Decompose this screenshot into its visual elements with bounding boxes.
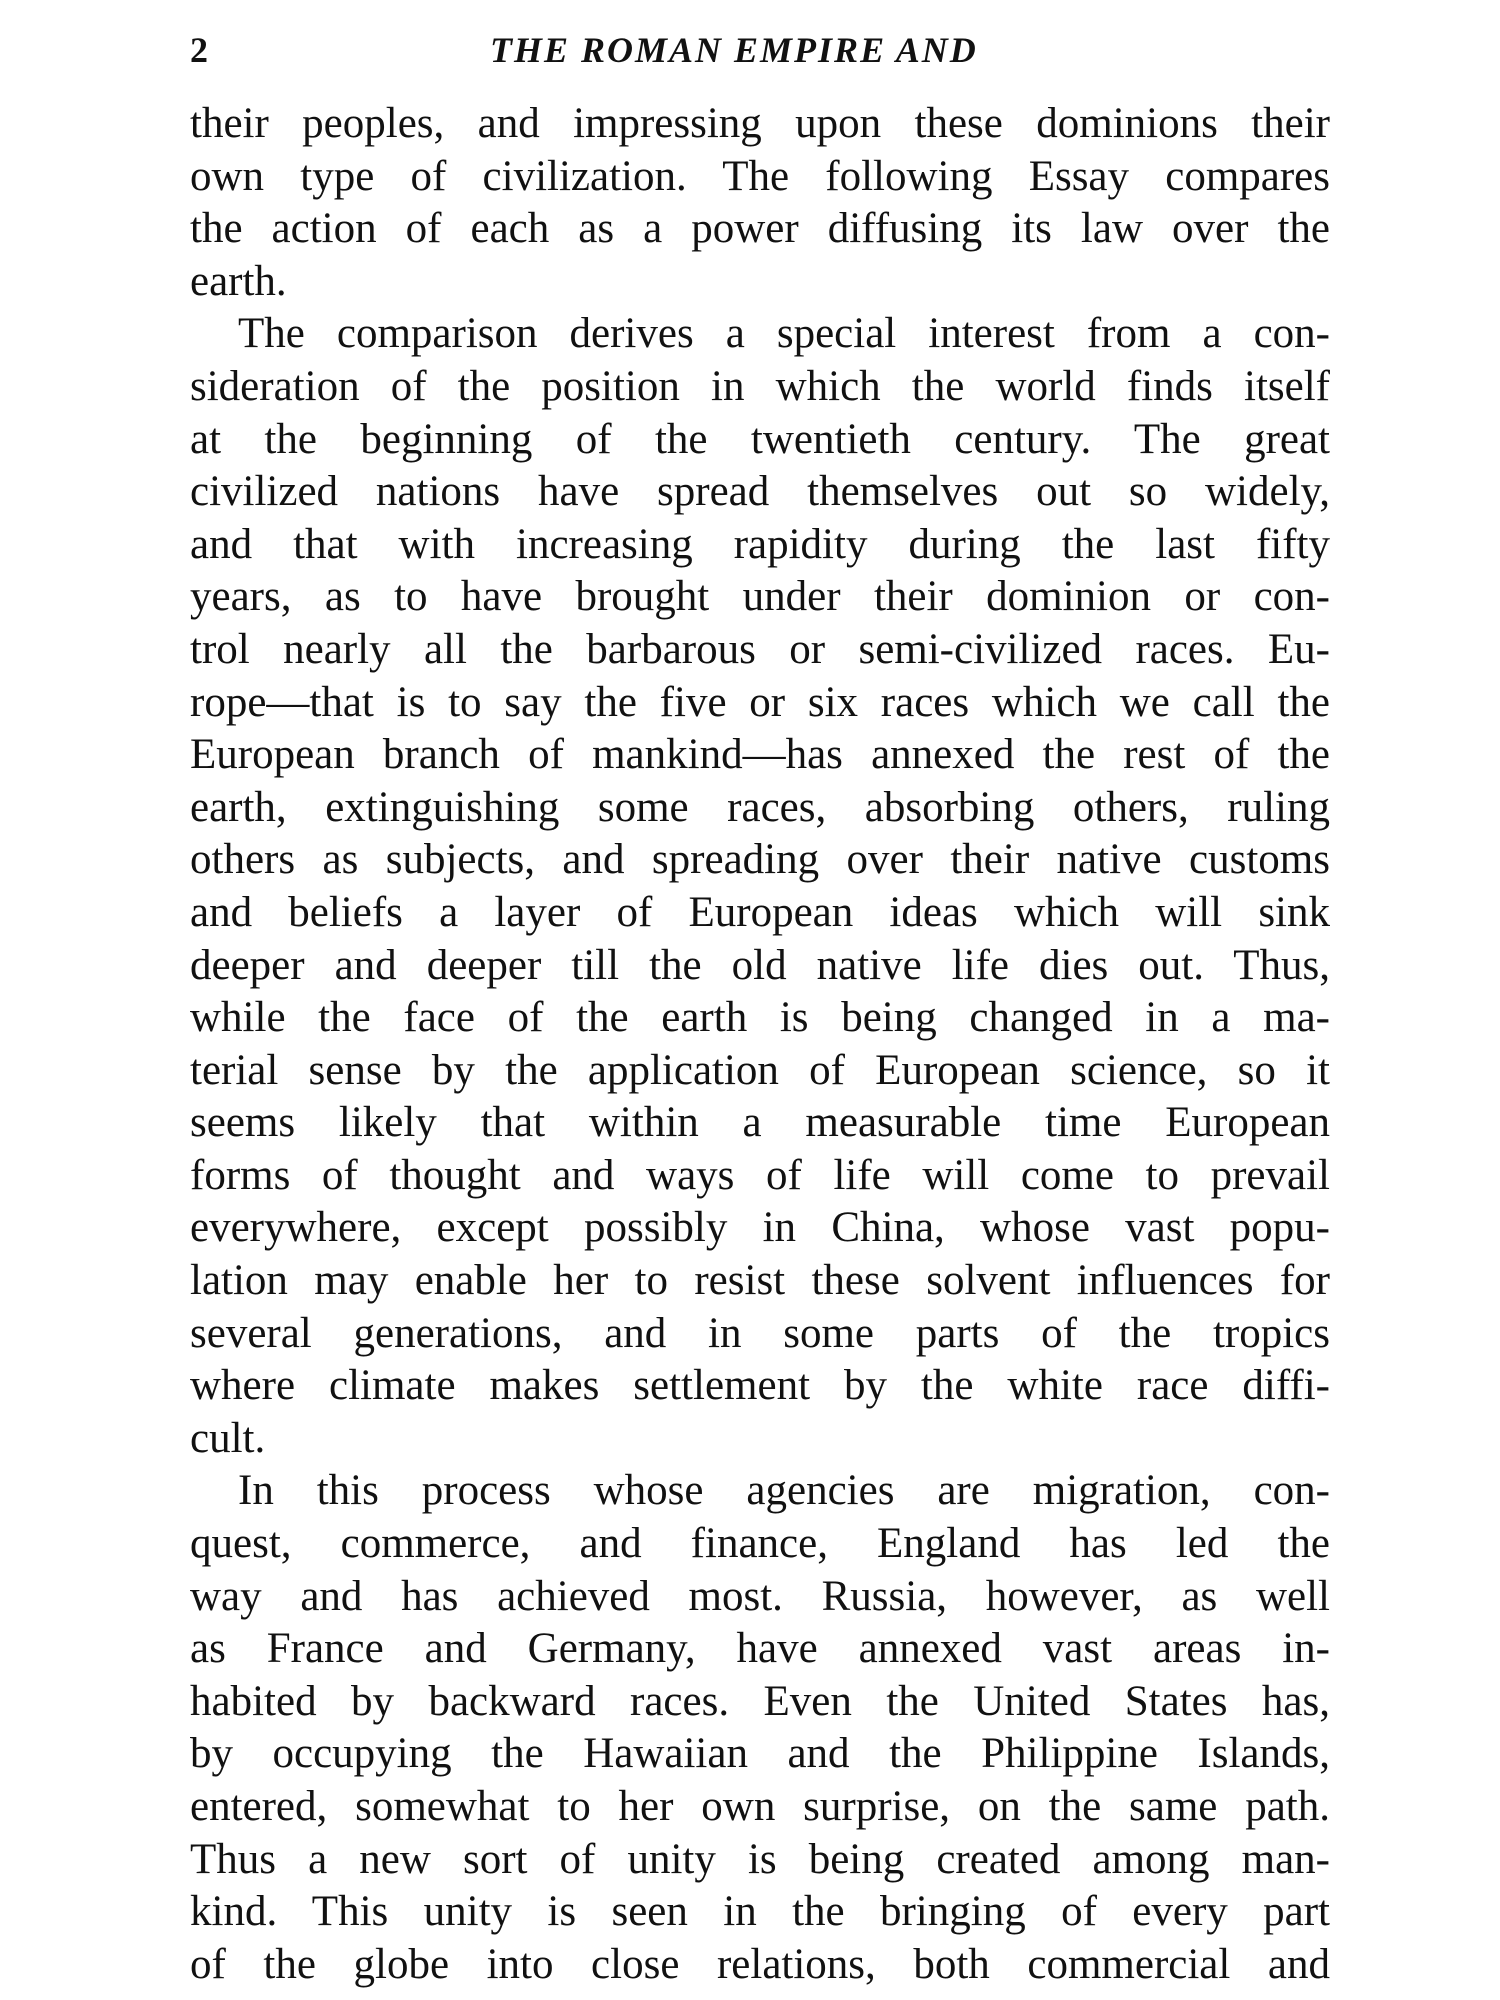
text-line: terial sense by the application of European science, so it [190, 1046, 1330, 1094]
running-title: THE ROMAN EMPIRE AND [490, 30, 978, 70]
text-line: way and has achieved most. Russia, however, as well [190, 1572, 1330, 1620]
body-text [190, 98, 1330, 1991]
text-line: earth. [190, 257, 287, 305]
text-line: rope—that is to say the five or six races which we call the [190, 678, 1330, 726]
text-line: own type of civilization. The following Essay compares [190, 152, 1330, 200]
text-line: sideration of the position in which the world finds itself [190, 362, 1330, 410]
text-line: entered, somewhat to her own surprise, on the same path. [190, 1783, 1330, 1830]
text-line: habited by backward races. Even the United States has, [190, 1677, 1330, 1725]
text-line: forms of thought and ways of life will come to prevail [190, 1151, 1330, 1199]
text-line: and beliefs a layer of European ideas which will sink [190, 888, 1330, 936]
text-line: European branch of mankind—has annexed the rest of the [190, 731, 1330, 779]
text-line: civilized nations have spread themselves out so widely, [190, 468, 1330, 516]
text-line: where climate makes settlement by the white race diffi- [190, 1362, 1330, 1410]
running-header [190, 26, 1330, 74]
text-line: as France and Germany, have annexed vast areas in- [190, 1625, 1330, 1673]
text-line: Thus a new sort of unity is being created among man- [190, 1835, 1330, 1883]
text-line: The comparison derives a special interest from a con- [238, 310, 1330, 358]
text-line: lation may enable her to resist these solvent influences for [190, 1257, 1330, 1305]
text-line: several generations, and in some parts of the tropics [190, 1309, 1330, 1357]
text-line: others as subjects, and spreading over their native customs [190, 836, 1330, 884]
text-line: at the beginning of the twentieth century. The great [190, 415, 1330, 463]
text-line: cult. [190, 1414, 266, 1462]
text-line: everywhere, except possibly in China, whose vast popu- [190, 1204, 1330, 1252]
text-line: earth, extinguishing some races, absorbing others, ruling [190, 783, 1330, 831]
page-number: 2 [190, 30, 208, 70]
text-line: quest, commerce, and finance, England has led the [190, 1520, 1330, 1568]
text-line: deeper and deeper till the old native life dies out. Thus, [190, 941, 1330, 989]
text-line: trol nearly all the barbarous or semi-civilized races. Eu- [190, 625, 1330, 673]
text-line: kind. This unity is seen in the bringing of every part [190, 1888, 1330, 1936]
text-line: seems likely that within a measurable time European [190, 1099, 1330, 1147]
text-line: years, as to have brought under their dominion or con- [190, 573, 1330, 621]
text-line: In this process whose agencies are migration, con- [238, 1467, 1330, 1515]
text-line: and that with increasing rapidity during the last fifty [190, 520, 1330, 568]
text-line: their peoples, and impressing upon these dominions their [190, 100, 1330, 147]
text-line: while the face of the earth is being changed in a ma- [190, 994, 1330, 1042]
text-line: of the globe into close relations, both commercial and [190, 1940, 1330, 1988]
text-line: the action of each as a power diffusing its law over the [190, 205, 1330, 253]
text-line: by occupying the Hawaiian and the Philippine Islands, [190, 1730, 1330, 1778]
